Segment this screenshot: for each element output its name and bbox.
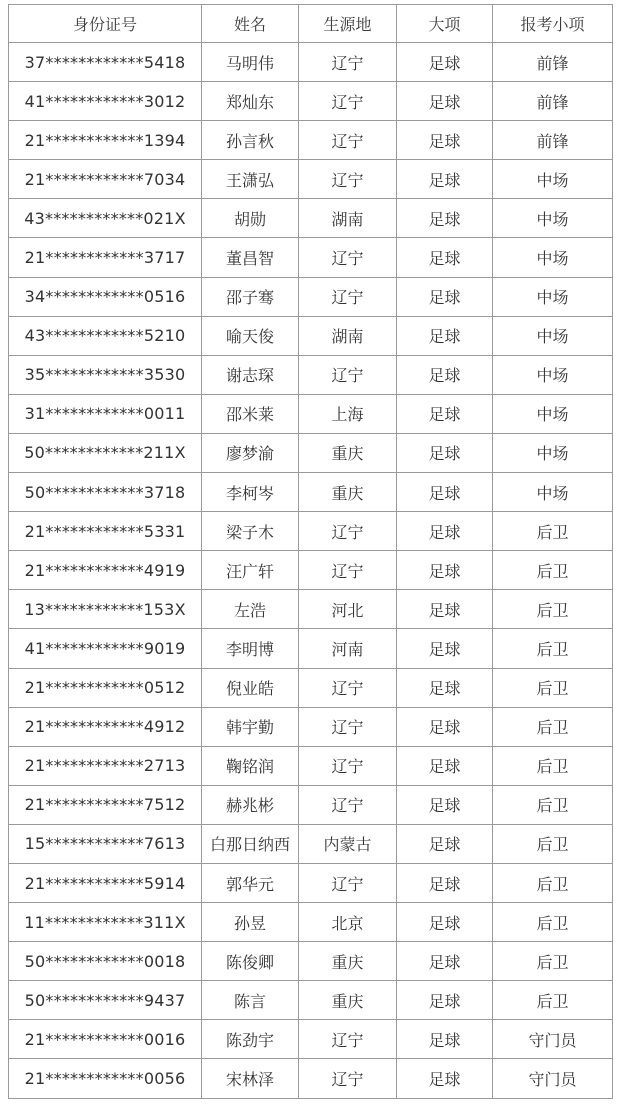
category-cell: 足球: [397, 629, 493, 668]
id-number-cell: 21************0016: [9, 1020, 202, 1059]
subcategory-cell: 中场: [493, 160, 613, 199]
subcategory-cell: 中场: [493, 199, 613, 238]
id-number-cell: 21************0512: [9, 668, 202, 707]
id-number-cell: 11************311X: [9, 903, 202, 942]
origin-cell: 辽宁: [299, 1059, 397, 1098]
category-cell: 足球: [397, 160, 493, 199]
subcategory-cell: 后卫: [493, 863, 613, 902]
name-cell: 邵米莱: [202, 394, 299, 433]
subcategory-cell: 中场: [493, 355, 613, 394]
category-cell: 足球: [397, 981, 493, 1020]
name-cell: 郑灿东: [202, 82, 299, 121]
id-number-cell: 21************0056: [9, 1059, 202, 1098]
table-row: [9, 590, 613, 629]
table-row: [9, 1020, 613, 1059]
origin-cell: 重庆: [299, 942, 397, 981]
name-cell: 韩宇勤: [202, 707, 299, 746]
category-cell: 足球: [397, 199, 493, 238]
id-number-cell: 21************5331: [9, 512, 202, 551]
id-number-cell: 21************4912: [9, 707, 202, 746]
category-cell: 足球: [397, 785, 493, 824]
origin-cell: 辽宁: [299, 668, 397, 707]
category-cell: 足球: [397, 551, 493, 590]
header-origin: 生源地: [299, 5, 397, 43]
name-cell: 喻天俊: [202, 316, 299, 355]
category-cell: 足球: [397, 43, 493, 82]
table-row: [9, 785, 613, 824]
category-cell: 足球: [397, 903, 493, 942]
table-row: [9, 316, 613, 355]
table-row: [9, 668, 613, 707]
name-cell: 梁子木: [202, 512, 299, 551]
table-row: [9, 863, 613, 902]
name-cell: 陈言: [202, 981, 299, 1020]
header-id-number: 身份证号: [9, 5, 202, 43]
origin-cell: 河南: [299, 629, 397, 668]
id-number-cell: 21************2713: [9, 746, 202, 785]
table-row: [9, 121, 613, 160]
origin-cell: 北京: [299, 903, 397, 942]
name-cell: 谢志琛: [202, 355, 299, 394]
subcategory-cell: 前锋: [493, 82, 613, 121]
table-row: [9, 942, 613, 981]
subcategory-cell: 前锋: [493, 121, 613, 160]
id-number-cell: 31************0011: [9, 394, 202, 433]
origin-cell: 辽宁: [299, 43, 397, 82]
name-cell: 倪业皓: [202, 668, 299, 707]
name-cell: 王潇弘: [202, 160, 299, 199]
subcategory-cell: 后卫: [493, 903, 613, 942]
name-cell: 李柯岑: [202, 473, 299, 512]
table-row: [9, 746, 613, 785]
table-row: [9, 1059, 613, 1098]
header-name: 姓名: [202, 5, 299, 43]
subcategory-cell: 中场: [493, 316, 613, 355]
category-cell: 足球: [397, 355, 493, 394]
origin-cell: 辽宁: [299, 355, 397, 394]
subcategory-cell: 后卫: [493, 981, 613, 1020]
subcategory-cell: 后卫: [493, 746, 613, 785]
origin-cell: 辽宁: [299, 746, 397, 785]
name-cell: 董昌智: [202, 238, 299, 277]
name-cell: 李明博: [202, 629, 299, 668]
table-header-row: [9, 5, 613, 43]
category-cell: 足球: [397, 316, 493, 355]
id-number-cell: 21************7512: [9, 785, 202, 824]
name-cell: 陈俊卿: [202, 942, 299, 981]
subcategory-cell: 守门员: [493, 1059, 613, 1098]
subcategory-cell: 中场: [493, 473, 613, 512]
table-row: [9, 707, 613, 746]
name-cell: 孙昱: [202, 903, 299, 942]
id-number-cell: 21************7034: [9, 160, 202, 199]
id-number-cell: 15************7613: [9, 824, 202, 863]
category-cell: 足球: [397, 942, 493, 981]
id-number-cell: 37************5418: [9, 43, 202, 82]
origin-cell: 辽宁: [299, 121, 397, 160]
table-row: [9, 981, 613, 1020]
category-cell: 足球: [397, 82, 493, 121]
id-number-cell: 50************0018: [9, 942, 202, 981]
subcategory-cell: 后卫: [493, 551, 613, 590]
origin-cell: 辽宁: [299, 238, 397, 277]
category-cell: 足球: [397, 121, 493, 160]
table-row: [9, 160, 613, 199]
category-cell: 足球: [397, 746, 493, 785]
table-row: [9, 512, 613, 551]
table-row: [9, 43, 613, 82]
category-cell: 足球: [397, 1059, 493, 1098]
id-number-cell: 50************3718: [9, 473, 202, 512]
id-number-cell: 50************9437: [9, 981, 202, 1020]
name-cell: 廖梦渝: [202, 433, 299, 472]
subcategory-cell: 后卫: [493, 824, 613, 863]
table-row: [9, 629, 613, 668]
category-cell: 足球: [397, 512, 493, 551]
name-cell: 郭华元: [202, 863, 299, 902]
category-cell: 足球: [397, 473, 493, 512]
header-category: 大项: [397, 5, 493, 43]
id-number-cell: 43************5210: [9, 316, 202, 355]
table-row: [9, 199, 613, 238]
origin-cell: 辽宁: [299, 512, 397, 551]
table-row: [9, 238, 613, 277]
category-cell: 足球: [397, 433, 493, 472]
id-number-cell: 43************021X: [9, 199, 202, 238]
table-row: [9, 277, 613, 316]
id-number-cell: 21************4919: [9, 551, 202, 590]
origin-cell: 辽宁: [299, 277, 397, 316]
origin-cell: 重庆: [299, 473, 397, 512]
subcategory-cell: 守门员: [493, 1020, 613, 1059]
category-cell: 足球: [397, 394, 493, 433]
origin-cell: 辽宁: [299, 160, 397, 199]
id-number-cell: 21************5914: [9, 863, 202, 902]
id-number-cell: 41************3012: [9, 82, 202, 121]
table-row: [9, 903, 613, 942]
table-row: [9, 473, 613, 512]
origin-cell: 辽宁: [299, 785, 397, 824]
origin-cell: 辽宁: [299, 82, 397, 121]
roster-table-container: [8, 4, 613, 1099]
name-cell: 汪广轩: [202, 551, 299, 590]
subcategory-cell: 中场: [493, 238, 613, 277]
subcategory-cell: 中场: [493, 394, 613, 433]
id-number-cell: 41************9019: [9, 629, 202, 668]
name-cell: 鞠铭润: [202, 746, 299, 785]
id-number-cell: 50************211X: [9, 433, 202, 472]
table-row: [9, 394, 613, 433]
category-cell: 足球: [397, 1020, 493, 1059]
subcategory-cell: 后卫: [493, 942, 613, 981]
id-number-cell: 21************3717: [9, 238, 202, 277]
table-row: [9, 433, 613, 472]
table-body: [9, 43, 613, 1099]
header-subcategory: 报考小项: [493, 5, 613, 43]
subcategory-cell: 中场: [493, 433, 613, 472]
name-cell: 孙言秋: [202, 121, 299, 160]
origin-cell: 湖南: [299, 199, 397, 238]
name-cell: 邵子骞: [202, 277, 299, 316]
origin-cell: 上海: [299, 394, 397, 433]
origin-cell: 重庆: [299, 433, 397, 472]
id-number-cell: 34************0516: [9, 277, 202, 316]
subcategory-cell: 后卫: [493, 512, 613, 551]
id-number-cell: 21************1394: [9, 121, 202, 160]
name-cell: 左浩: [202, 590, 299, 629]
name-cell: 赫兆彬: [202, 785, 299, 824]
table-row: [9, 355, 613, 394]
origin-cell: 内蒙古: [299, 824, 397, 863]
subcategory-cell: 后卫: [493, 707, 613, 746]
category-cell: 足球: [397, 707, 493, 746]
origin-cell: 辽宁: [299, 863, 397, 902]
name-cell: 胡勋: [202, 199, 299, 238]
category-cell: 足球: [397, 863, 493, 902]
category-cell: 足球: [397, 590, 493, 629]
category-cell: 足球: [397, 824, 493, 863]
subcategory-cell: 后卫: [493, 785, 613, 824]
origin-cell: 重庆: [299, 981, 397, 1020]
category-cell: 足球: [397, 668, 493, 707]
category-cell: 足球: [397, 277, 493, 316]
origin-cell: 辽宁: [299, 707, 397, 746]
subcategory-cell: 后卫: [493, 629, 613, 668]
subcategory-cell: 前锋: [493, 43, 613, 82]
table-row: [9, 824, 613, 863]
origin-cell: 湖南: [299, 316, 397, 355]
subcategory-cell: 后卫: [493, 590, 613, 629]
id-number-cell: 13************153X: [9, 590, 202, 629]
name-cell: 白那日纳西: [202, 824, 299, 863]
id-number-cell: 35************3530: [9, 355, 202, 394]
subcategory-cell: 后卫: [493, 668, 613, 707]
origin-cell: 辽宁: [299, 1020, 397, 1059]
origin-cell: 辽宁: [299, 551, 397, 590]
roster-table: [8, 4, 613, 1099]
name-cell: 马明伟: [202, 43, 299, 82]
category-cell: 足球: [397, 238, 493, 277]
origin-cell: 河北: [299, 590, 397, 629]
name-cell: 陈劲宇: [202, 1020, 299, 1059]
table-row: [9, 82, 613, 121]
table-row: [9, 551, 613, 590]
name-cell: 宋林泽: [202, 1059, 299, 1098]
subcategory-cell: 中场: [493, 277, 613, 316]
